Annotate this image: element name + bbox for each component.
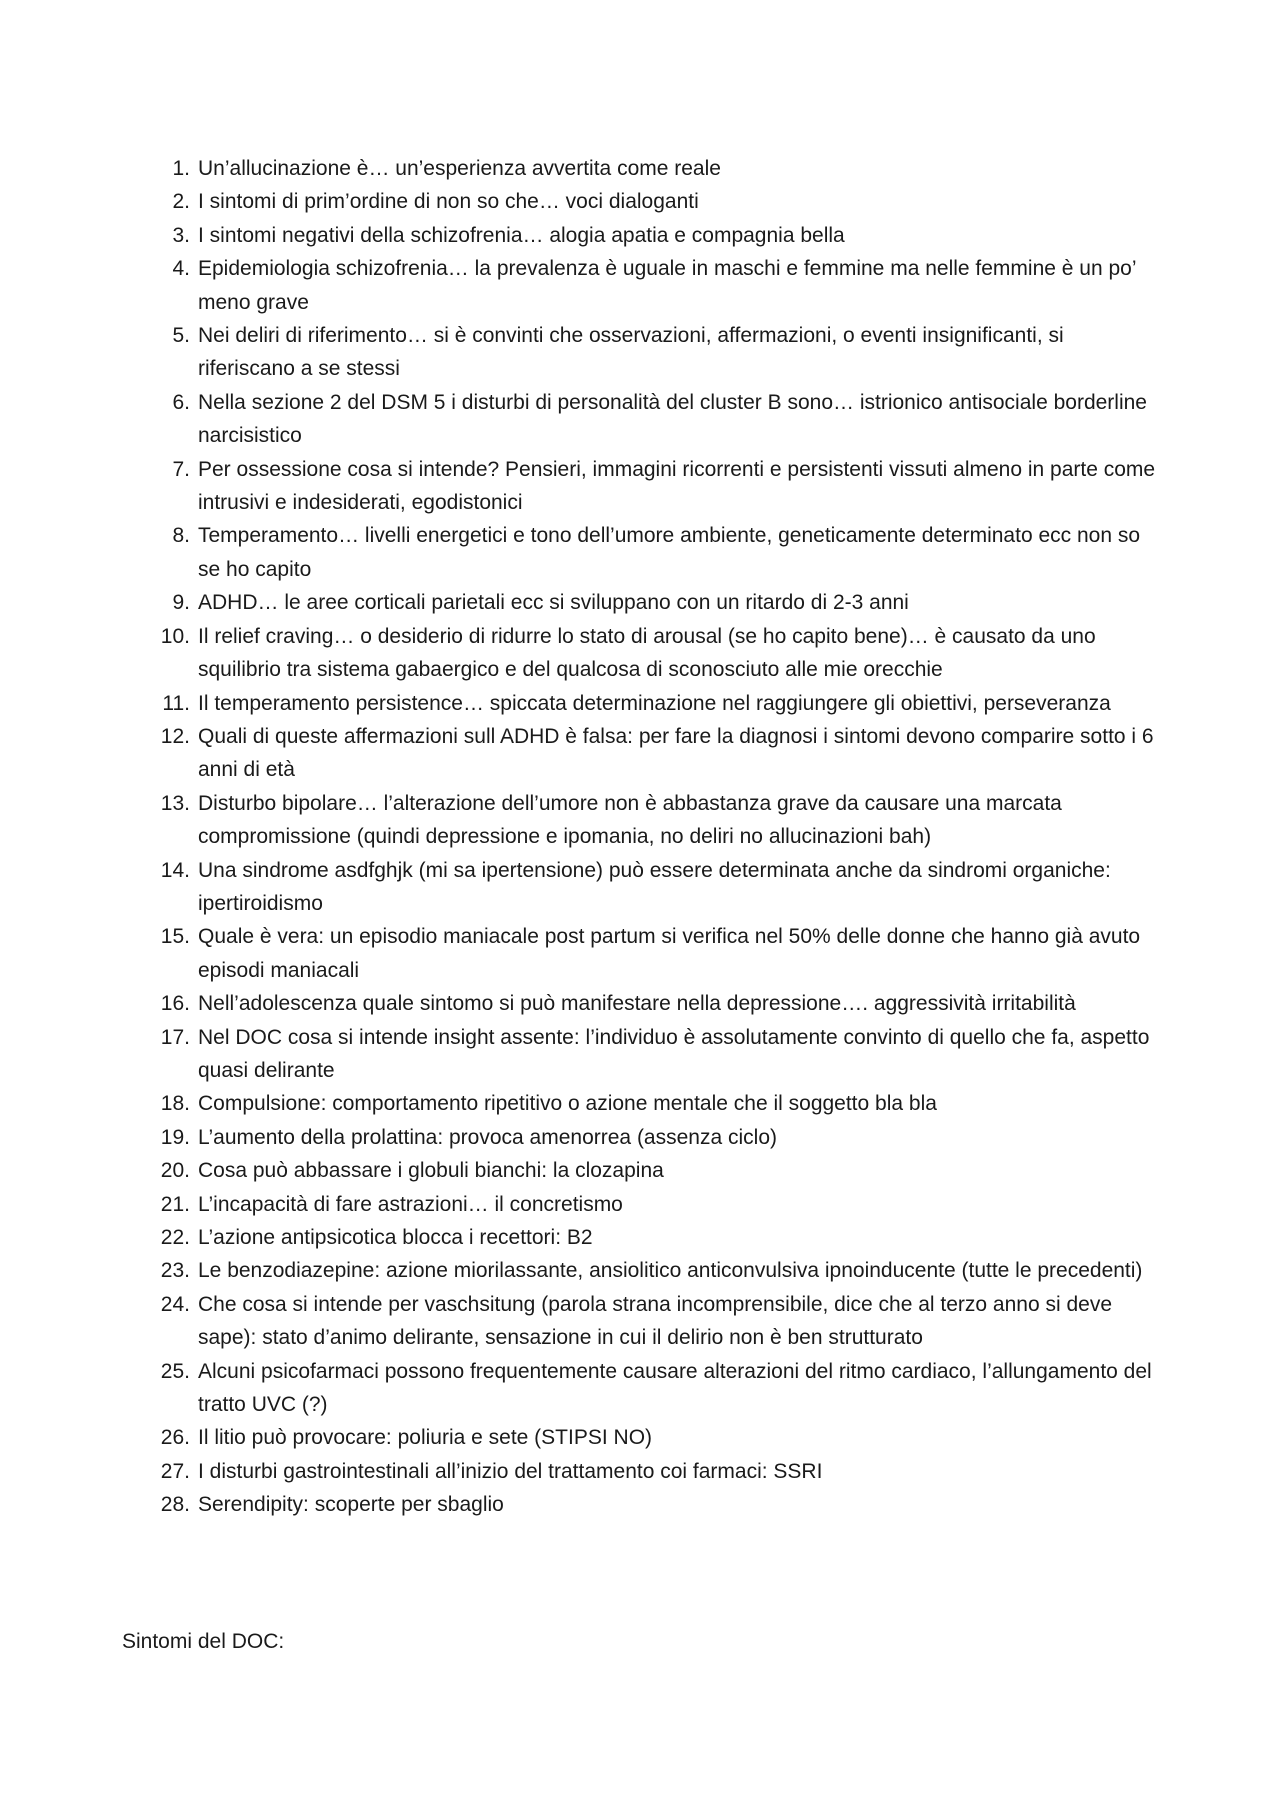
item-text: L’azione antipsicotica blocca i recettori: B2	[198, 1226, 593, 1249]
item-text: Una sindrome asdfghjk (mi sa ipertensione) può essere determinata anche da sindromi organiche: ipertiroidismo	[198, 858, 1111, 915]
item-text: Compulsione: comportamento ripetitivo o azione mentale che il soggetto bla bla	[198, 1092, 937, 1116]
item-text: Nella sezione 2 del DSM 5 i disturbi di personalità del cluster B sono… istrionico antisociale borderline narcisistico	[198, 390, 1147, 448]
item-number: 23 .	[160, 1254, 190, 1287]
item-number: 5 .	[160, 319, 190, 352]
list-item	[160, 1288, 1160, 1355]
list-item	[160, 1121, 1160, 1154]
item-text: Epidemiologia schizofrenia… la prevalenza è uguale in maschi e femmine ma nelle femmine è un po’ meno grave	[198, 257, 1136, 314]
item-number: 27 .	[160, 1455, 190, 1488]
list-item	[160, 1021, 1160, 1088]
list-item	[160, 854, 1160, 921]
item-number: 11 .	[160, 687, 190, 720]
item-number: 22 .	[160, 1221, 190, 1254]
item-text: ADHD… le aree corticali parietali ecc si sviluppano con un ritardo di 2-3 anni	[198, 591, 909, 615]
list-item	[160, 1087, 1160, 1120]
list-item	[160, 386, 1160, 453]
item-number: 1 .	[160, 152, 190, 185]
list-item	[160, 1421, 1160, 1454]
item-text: Serendipity: scoperte per sbaglio	[198, 1493, 504, 1517]
item-text: Per ossessione cosa si intende? Pensieri, immagini ricorrenti e persistenti vissuti almeno in parte come intrusivi e indesiderati, egodistonici	[198, 457, 1156, 515]
item-number: 13 .	[160, 787, 190, 820]
list-item	[160, 787, 1160, 854]
item-number: 20 .	[160, 1154, 190, 1187]
item-number: 28 .	[160, 1488, 190, 1521]
item-text: I disturbi gastrointestinali all’inizio del trattamento coi farmaci: SSRI	[198, 1459, 823, 1483]
item-number: 4 .	[160, 252, 190, 285]
item-number: 21 .	[160, 1188, 190, 1221]
item-text: I sintomi di prim’ordine di non so che… voci dialoganti	[198, 190, 699, 214]
item-number: 7 .	[160, 453, 190, 486]
list-item	[160, 920, 1160, 987]
item-number: 25 .	[160, 1355, 190, 1388]
item-text: Nel DOC cosa si intende insight assente: l’individuo è assolutamente convinto di quello che fa, aspetto quasi delirante	[198, 1025, 1150, 1082]
list-item	[160, 987, 1160, 1020]
list-item	[160, 1188, 1160, 1221]
item-text: Il temperamento persistence… spiccata determinazione nel raggiungere gli obiettivi, perseveranza	[198, 691, 1111, 715]
item-text: Nei deliri di riferimento… si è convinti che osservazioni, affermazioni, o eventi insignificanti, si riferiscano a se stessi	[198, 324, 1064, 381]
item-number: 17 .	[160, 1021, 190, 1054]
list-item	[160, 152, 1160, 185]
list-item	[160, 1488, 1160, 1521]
list-item	[160, 720, 1160, 787]
item-text: Che cosa si intende per vaschsitung (parola strana incomprensibile, dice che al terzo anno si deve sape): stato d’animo delirante, sensazione in cui il delirio non è ben strutturato	[198, 1292, 1113, 1350]
list-item	[160, 620, 1160, 687]
item-number: 16 .	[160, 987, 190, 1020]
item-number: 14 .	[160, 854, 190, 887]
item-text: L’incapacità di fare astrazioni… il concretismo	[198, 1192, 623, 1216]
question-list	[160, 152, 1160, 1522]
item-text: L’aumento della prolattina: provoca amenorrea (assenza ciclo)	[198, 1125, 777, 1149]
item-text: Disturbo bipolare… l’alterazione dell’umore non è abbastanza grave da causare una marcata compromissione (quindi depressione e ipomania, no deliri no allucinazioni bah)	[198, 791, 1062, 849]
item-number: 3 .	[160, 219, 190, 252]
item-number: 8 .	[160, 519, 190, 552]
list-item	[160, 1455, 1160, 1488]
list-item	[160, 1221, 1160, 1254]
item-number: 10 .	[160, 620, 190, 653]
item-text: I sintomi negativi della schizofrenia… alogia apatia e compagnia bella	[198, 223, 845, 247]
item-text: Le benzodiazepine: azione miorilassante, ansiolitico anticonvulsiva ipnoinducente (tutte le precedenti)	[198, 1259, 1143, 1283]
item-number: 12 .	[160, 720, 190, 753]
list-item	[160, 252, 1160, 319]
item-text: Cosa può abbassare i globuli bianchi: la clozapina	[198, 1159, 664, 1183]
item-text: Quali di queste affermazioni sull ADHD è falsa: per fare la diagnosi i sintomi devono comparire sotto i 6 anni di età	[198, 724, 1154, 782]
list-item	[160, 519, 1160, 586]
section-heading: Sintomi del DOC:	[122, 1630, 285, 1653]
item-number: 15 .	[160, 920, 190, 953]
item-number: 18 .	[160, 1087, 190, 1120]
list-item	[160, 687, 1160, 720]
item-number: 6 .	[160, 386, 190, 419]
item-number: 26 .	[160, 1421, 190, 1454]
item-text: Un’allucinazione è… un’esperienza avvertita come reale	[198, 157, 721, 180]
item-text: Nell’adolescenza quale sintomo si può manifestare nella depressione…. aggressività irritabilità	[198, 992, 1076, 1016]
list-item	[160, 1355, 1160, 1422]
item-text: Temperamento… livelli energetici e tono dell’umore ambiente, geneticamente determinato ecc non so se ho capito	[198, 524, 1141, 581]
list-item	[160, 1154, 1160, 1187]
item-number: 2 .	[160, 185, 190, 218]
item-number: 9 .	[160, 586, 190, 619]
item-text: Alcuni psicofarmaci possono frequentemente causare alterazioni del ritmo cardiaco, l’allungamento del tratto UVC (?)	[198, 1359, 1152, 1417]
list-item	[160, 219, 1160, 252]
item-number: 19 .	[160, 1121, 190, 1154]
item-text: Il relief craving… o desiderio di ridurre lo stato di arousal (se ho capito bene)… è causato da uno squilibrio tra sistema gabaergico e del qualcosa di sconosciuto alle mie orecchie	[198, 624, 1096, 682]
item-text: Il litio può provocare: poliuria e sete (STIPSI NO)	[198, 1426, 653, 1450]
list-item	[160, 185, 1160, 218]
list-item	[160, 1254, 1160, 1287]
item-number: 24 .	[160, 1288, 190, 1321]
list-item	[160, 586, 1160, 619]
item-text: Quale è vera: un episodio maniacale post partum si verifica nel 50% delle donne che hanno già avuto episodi maniacali	[198, 925, 1141, 982]
list-item	[160, 453, 1160, 520]
list-item	[160, 319, 1160, 386]
